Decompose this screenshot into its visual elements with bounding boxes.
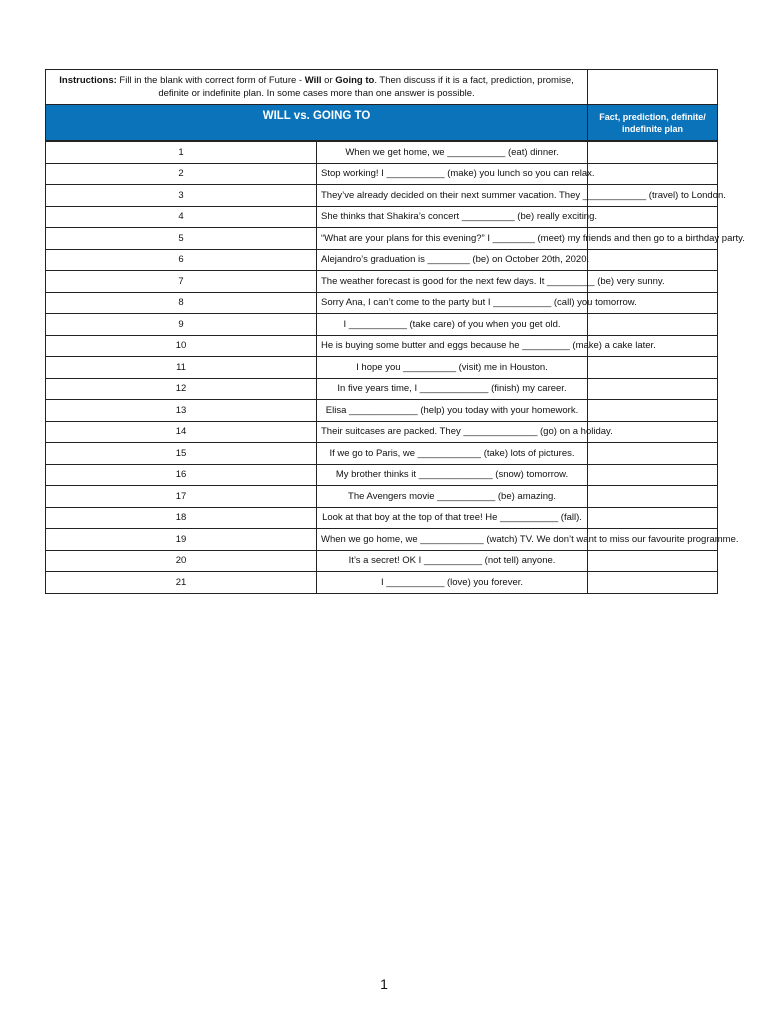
table-title: WILL vs. GOING TO xyxy=(46,105,588,141)
instructions-label: Instructions: xyxy=(59,75,117,86)
exercise-sentence: Their suitcases are packed. They ______________ (go) on a holiday. xyxy=(317,421,588,443)
exercise-row xyxy=(46,142,718,164)
exercise-sentence: The weather forecast is good for the next few days. It _________ (be) very sunny. xyxy=(317,271,588,293)
answer-blank-cell[interactable] xyxy=(588,572,718,594)
exercise-row xyxy=(46,529,718,551)
exercise-row xyxy=(46,228,718,250)
exercise-sentence: When we get home, we ___________ (eat) dinner. xyxy=(317,142,588,164)
answer-blank-cell[interactable] xyxy=(588,400,718,422)
exercise-sentence: Look at that boy at the top of that tree! He ___________ (fall). xyxy=(317,507,588,529)
answer-blank-cell[interactable] xyxy=(588,507,718,529)
exercise-number: 10 xyxy=(46,335,317,357)
answer-blank-cell[interactable] xyxy=(588,142,718,164)
exercise-row xyxy=(46,443,718,465)
exercise-row xyxy=(46,572,718,594)
answer-blank-cell[interactable] xyxy=(588,163,718,185)
answer-blank-cell[interactable] xyxy=(588,314,718,336)
answer-blank-cell[interactable] xyxy=(588,443,718,465)
exercise-number: 14 xyxy=(46,421,317,443)
exercise-sentence: If we go to Paris, we ____________ (take) lots of pictures. xyxy=(317,443,588,465)
instructions-or: or xyxy=(321,75,336,86)
exercise-row xyxy=(46,421,718,443)
exercise-row xyxy=(46,507,718,529)
exercise-sentence: They’ve already decided on their next summer vacation. They ____________ (travel) to London. xyxy=(317,185,588,207)
instructions-text-2: . Then discuss if it is a fact, prediction, promise, definite or indefinite plan. In some cases more than one answer is possible. xyxy=(158,75,574,99)
exercise-number: 18 xyxy=(46,507,317,529)
exercise-sentence: Stop working! I ___________ (make) you lunch so you can relax. xyxy=(317,163,588,185)
answer-blank-cell[interactable] xyxy=(588,357,718,379)
exercise-row xyxy=(46,464,718,486)
exercise-sentence: When we go home, we ____________ (watch) TV. We don’t want to miss our favourite programme. xyxy=(317,529,588,551)
exercise-number: 4 xyxy=(46,206,317,228)
answer-blank-cell[interactable] xyxy=(588,249,718,271)
exercise-sentence: He is buying some butter and eggs because he _________ (make) a cake later. xyxy=(317,335,588,357)
exercise-row xyxy=(46,206,718,228)
exercise-sentence: I ___________ (take care) of you when you get old. xyxy=(317,314,588,336)
answer-blank-cell[interactable] xyxy=(588,378,718,400)
instructions-cell xyxy=(46,70,588,105)
exercise-sentence: The Avengers movie ___________ (be) amazing. xyxy=(317,486,588,508)
exercise-number: 1 xyxy=(46,142,317,164)
exercise-number: 15 xyxy=(46,443,317,465)
exercise-number: 12 xyxy=(46,378,317,400)
exercise-number: 11 xyxy=(46,357,317,379)
exercise-number: 9 xyxy=(46,314,317,336)
will-keyword: Will xyxy=(304,75,322,86)
exercise-sentence: My brother thinks it ______________ (snow) tomorrow. xyxy=(317,464,588,486)
answer-blank-cell[interactable] xyxy=(588,464,718,486)
going-to-keyword: Going to xyxy=(335,75,375,86)
exercise-row xyxy=(46,292,718,314)
answer-column-header: Fact, prediction, definite/ indefinite plan xyxy=(588,105,718,141)
exercise-number: 2 xyxy=(46,163,317,185)
exercise-number: 6 xyxy=(46,249,317,271)
exercise-row xyxy=(46,249,718,271)
exercise-number: 20 xyxy=(46,550,317,572)
exercise-row xyxy=(46,163,718,185)
exercise-row xyxy=(46,550,718,572)
instructions-answer-blank xyxy=(588,70,718,105)
exercise-number: 8 xyxy=(46,292,317,314)
exercise-sentence: Alejandro’s graduation is ________ (be) on October 20th, 2020. xyxy=(317,249,588,271)
exercise-sentence: Elisa _____________ (help) you today with your homework. xyxy=(317,400,588,422)
exercise-sentence: I ___________ (love) you forever. xyxy=(317,572,588,594)
instructions-row xyxy=(46,70,718,105)
header-row xyxy=(46,105,718,141)
answer-blank-cell[interactable] xyxy=(588,550,718,572)
page-number: 1 xyxy=(380,976,388,992)
exercise-row xyxy=(46,357,718,379)
exercise-row xyxy=(46,185,718,207)
exercise-sentence: It’s a secret! OK I ___________ (not tell) anyone. xyxy=(317,550,588,572)
answer-blank-cell[interactable] xyxy=(588,206,718,228)
exercise-number: 17 xyxy=(46,486,317,508)
exercise-number: 7 xyxy=(46,271,317,293)
exercise-sentence: I hope you __________ (visit) me in Houston. xyxy=(317,357,588,379)
exercise-number: 21 xyxy=(46,572,317,594)
exercise-sentence: In five years time, I _____________ (finish) my career. xyxy=(317,378,588,400)
exercise-row xyxy=(46,400,718,422)
exercise-row xyxy=(46,271,718,293)
exercise-row xyxy=(46,378,718,400)
exercise-row xyxy=(46,314,718,336)
exercise-sentence: “What are your plans for this evening?” I ________ (meet) my friends and then go to a birthday party. xyxy=(317,228,588,250)
exercise-number: 5 xyxy=(46,228,317,250)
worksheet-table xyxy=(45,69,745,594)
exercise-number: 13 xyxy=(46,400,317,422)
exercise-number: 3 xyxy=(46,185,317,207)
exercise-number: 16 xyxy=(46,464,317,486)
instructions-text-1: Fill in the blank with correct form of Future - xyxy=(116,75,305,86)
answer-blank-cell[interactable] xyxy=(588,486,718,508)
exercise-sentence: Sorry Ana, I can’t come to the party but I ___________ (call) you tomorrow. xyxy=(317,292,588,314)
exercise-number: 19 xyxy=(46,529,317,551)
exercise-row xyxy=(46,486,718,508)
exercise-row xyxy=(46,335,718,357)
exercise-sentence: She thinks that Shakira’s concert __________ (be) really exciting. xyxy=(317,206,588,228)
